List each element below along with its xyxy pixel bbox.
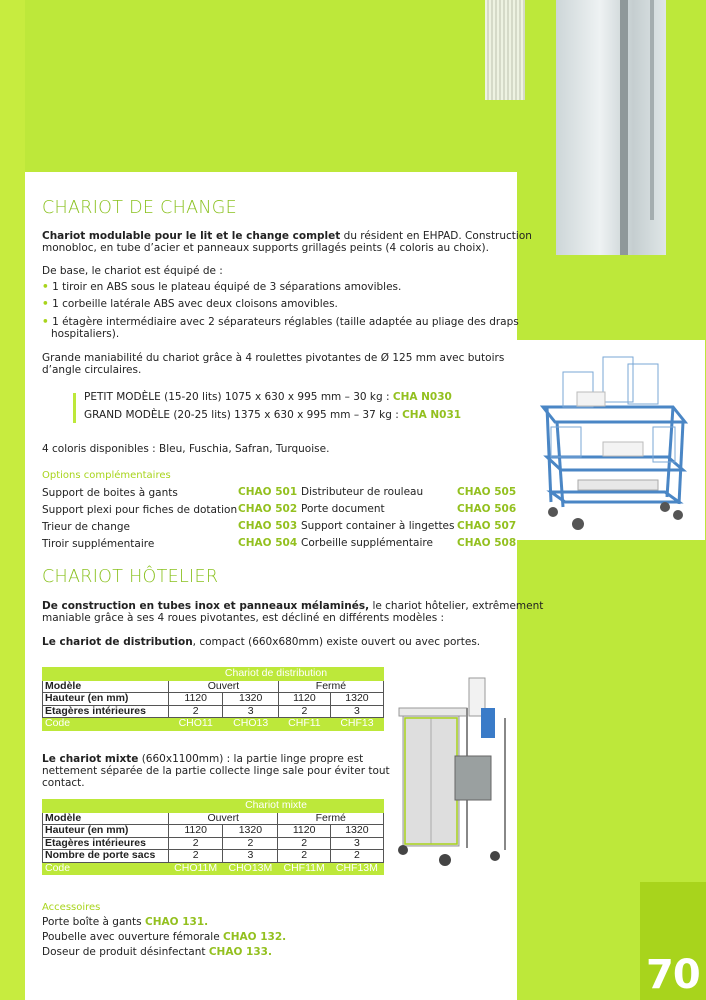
table-cell-blank	[43, 800, 169, 813]
table-cell: CHF13	[330, 718, 383, 731]
option-label: Support de boites à gants	[42, 487, 178, 499]
table-cell: 2	[278, 705, 330, 718]
row-label: Hauteur (en mm)	[43, 693, 169, 706]
option-label: Corbeille supplémentaire	[301, 537, 433, 549]
available-colors: 4 coloris disponibles : Bleu, Fuschia, Safran, Turquoise.	[42, 443, 330, 455]
table-row	[43, 850, 384, 863]
distribution-rest: , compact (660x680mm) existe ouvert ou avec portes.	[192, 636, 481, 648]
table-cell: Ouvert	[169, 680, 279, 693]
table-cell: 1120	[278, 693, 330, 706]
top-photo-pole-bar	[620, 0, 628, 255]
table-cell: CHO11	[169, 718, 223, 731]
model-large-code: CHA N031	[402, 409, 462, 421]
table-row	[43, 680, 384, 693]
table-row	[43, 812, 384, 825]
model-small-text: PETIT MODÈLE (15-20 lits) 1075 x 630 x 995 mm – 30 kg :	[84, 391, 393, 403]
option-label: Support plexi pour fiches de dotation	[42, 504, 238, 516]
table-cell: 1120	[169, 693, 223, 706]
mixed-trolley-line2: nettement séparée de la partie collecte linge sale pour éviter tout	[42, 765, 390, 777]
table-cell: 2	[169, 705, 223, 718]
option-code: CHAO 504	[238, 537, 298, 549]
option-label: Trieur de change	[42, 521, 130, 533]
table-cell: 1320	[330, 825, 383, 838]
table-cell: Ouvert	[169, 812, 278, 825]
option-code: CHAO 507	[457, 520, 517, 532]
list-item	[42, 281, 401, 294]
page-number: 70	[646, 952, 700, 998]
table-row	[43, 705, 384, 718]
option-code: CHAO 508	[457, 537, 517, 549]
section-title-hotel-trolley: CHARIOT HÔTELIER	[42, 567, 219, 587]
bullet-icon: •	[42, 281, 49, 293]
accessory-code: CHAO 131.	[145, 916, 209, 928]
options-title: Options complémentaires	[42, 470, 171, 481]
list-item-text: 1 tiroir en ABS sous le plateau équipé de 3 séparations amovibles.	[52, 281, 402, 293]
table-cell: 3	[330, 705, 383, 718]
model-large	[84, 409, 461, 422]
table-cell: 1320	[223, 693, 279, 706]
mixed-rest: (660x1100mm) : la partie linge propre est	[138, 753, 364, 765]
list-item	[42, 298, 338, 311]
changing-trolley-intro-line2: monobloc, en tube d’acier et panneaux supports grillagés peints (4 coloris au choix).	[42, 242, 489, 254]
top-photo-texture	[485, 0, 525, 100]
table-cell: 3	[223, 705, 279, 718]
table-cell: 1320	[223, 825, 278, 838]
model-accent-bar	[73, 393, 76, 423]
table-cell: 2	[330, 850, 383, 863]
distribution-bold: Le chariot de distribution	[42, 636, 193, 648]
table-cell: CHO13	[223, 718, 279, 731]
top-photo-pole-bar-secondary	[650, 0, 654, 220]
accessory-item	[42, 916, 208, 929]
table-cell: 1120	[278, 825, 330, 838]
table-row	[43, 693, 384, 706]
accessory-label: Poubelle avec ouverture fémorale	[42, 931, 224, 943]
row-label: Modèle	[43, 812, 169, 825]
maneuverability-line1: Grande maniabilité du chariot grâce à 4 roulettes pivotantes de Ø 125 mm avec butoirs	[42, 352, 505, 364]
accessory-code: CHAO 133.	[208, 946, 272, 958]
maneuverability-line2: d’angle circulaires.	[42, 364, 142, 376]
row-label: Code	[43, 862, 169, 875]
table-cell: 3	[330, 837, 383, 850]
base-equipment-label: De base, le chariot est équipé de :	[42, 265, 223, 277]
option-code: CHAO 503	[238, 520, 298, 532]
row-label: Etagères intérieures	[43, 705, 169, 718]
option-label: Porte document	[301, 503, 385, 515]
table-title: Chariot mixte	[169, 800, 384, 813]
left-margin-strip	[0, 0, 25, 1000]
intro-rest: du résident en EHPAD. Construction	[340, 230, 532, 242]
bullet-icon: •	[42, 316, 49, 328]
list-item-text: 1 corbeille latérale ABS avec deux cloisons amovibles.	[52, 298, 338, 310]
row-label: Nombre de porte sacs	[43, 850, 169, 863]
table-row	[43, 825, 384, 838]
table-cell-blank	[43, 668, 169, 681]
table-cell: 3	[223, 850, 278, 863]
option-code: CHAO 505	[457, 486, 517, 498]
accessory-label: Doseur de produit désinfectant	[42, 946, 209, 958]
row-label: Code	[43, 718, 169, 731]
table-row	[43, 837, 384, 850]
table-cell: Fermé	[278, 812, 384, 825]
option-label: Support container à lingettes	[301, 520, 455, 532]
distribution-trolley-table	[42, 667, 384, 731]
list-item-text: 1 étagère intermédiaire avec 2 séparateurs réglables (taille adaptée au pliage des draps	[52, 316, 519, 328]
table-cell: CHF11M	[278, 862, 330, 875]
accessory-item	[42, 946, 272, 959]
model-large-text: GRAND MODÈLE (20-25 lits) 1375 x 630 x 995 mm – 37 kg :	[84, 409, 403, 421]
row-label: Hauteur (en mm)	[43, 825, 169, 838]
table-header-row	[43, 800, 384, 813]
option-code: CHAO 506	[457, 503, 517, 515]
model-small-code: CHA N030	[392, 391, 452, 403]
table-cell: 2	[278, 850, 330, 863]
table-cell: Fermé	[278, 680, 383, 693]
table-cell: 1120	[169, 825, 223, 838]
option-code: CHAO 502	[238, 503, 298, 515]
accessory-label: Porte boîte à gants	[42, 916, 145, 928]
section-title-changing-trolley: CHARIOT DE CHANGE	[42, 198, 237, 218]
option-code: CHAO 501	[238, 486, 298, 498]
table-cell: 2	[223, 837, 278, 850]
option-label: Tiroir supplémentaire	[42, 538, 155, 550]
hotel-trolley-image	[395, 668, 513, 873]
bullet-icon: •	[42, 298, 49, 310]
intro-bold: De construction en tubes inox et panneaux mélaminés,	[42, 600, 370, 612]
table-cell: 2	[169, 850, 223, 863]
mixed-bold: Le chariot mixte	[42, 753, 139, 765]
intro-rest: le chariot hôtelier, extrêmement	[369, 600, 544, 612]
accessory-code: CHAO 132.	[223, 931, 287, 943]
table-code-row	[43, 718, 384, 731]
hotel-trolley-intro-line2: maniable grâce à ses 4 roues pivotantes, est décliné en différents modèles :	[42, 612, 445, 624]
mixed-trolley-table	[42, 799, 384, 875]
accessory-item	[42, 931, 286, 944]
changing-trolley-image	[533, 352, 693, 532]
table-cell: 2	[278, 837, 330, 850]
accessories-title: Accessoires	[42, 902, 101, 913]
row-label: Modèle	[43, 680, 169, 693]
model-small	[84, 391, 452, 404]
table-header-row	[43, 668, 384, 681]
list-item-continuation: hospitaliers).	[51, 328, 120, 340]
mixed-trolley-line3: contact.	[42, 777, 85, 789]
distribution-trolley-description	[42, 636, 480, 649]
table-title: Chariot de distribution	[169, 668, 384, 681]
table-cell: 1320	[330, 693, 383, 706]
intro-bold: Chariot modulable pour le lit et le change complet	[42, 230, 341, 242]
table-cell: CHF11	[278, 718, 330, 731]
table-cell: 2	[169, 837, 223, 850]
table-cell: CHO13M	[223, 862, 278, 875]
row-label: Etagères intérieures	[43, 837, 169, 850]
table-cell: CHO11M	[169, 862, 223, 875]
table-code-row	[43, 862, 384, 875]
table-cell: CHF13M	[330, 862, 383, 875]
option-label: Distributeur de rouleau	[301, 486, 424, 498]
